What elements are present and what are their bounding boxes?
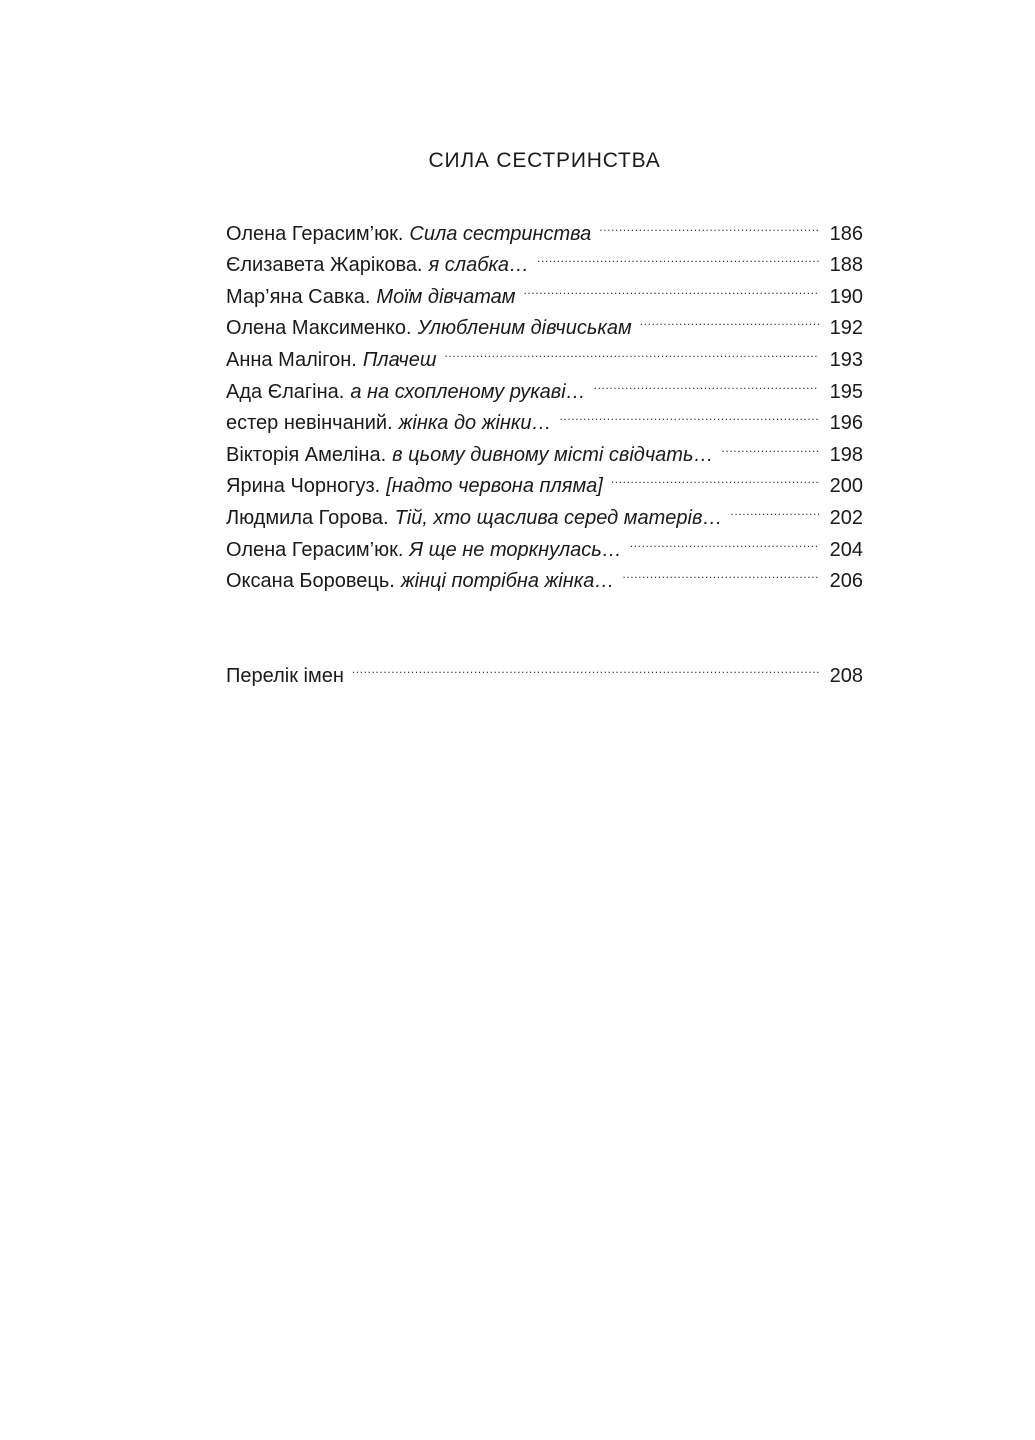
toc-entry-page-number: 190 bbox=[829, 285, 863, 308]
dot-leader bbox=[444, 334, 819, 366]
toc-entry-author: Єлизавета Жарікова. bbox=[226, 254, 423, 277]
toc-entry-title: Сила сестринства bbox=[409, 222, 592, 245]
dot-leader bbox=[730, 492, 819, 524]
section-title: СИЛА СЕСТРИНСТВА bbox=[428, 149, 661, 172]
dot-leader bbox=[630, 524, 819, 556]
toc-appendix-entry bbox=[226, 650, 863, 687]
toc-entry-author: Ада Єлагіна. bbox=[226, 380, 345, 403]
dot-leader bbox=[611, 461, 819, 493]
toc-entry-title: а на схопленому рукаві… bbox=[350, 380, 586, 403]
toc-entry-title: я слабка… bbox=[428, 254, 530, 277]
dot-leader bbox=[599, 208, 819, 240]
toc-entry-author: Анна Малігон. bbox=[226, 348, 357, 371]
dot-leader bbox=[721, 429, 819, 461]
dot-leader bbox=[594, 366, 819, 398]
toc-entry-page-number: 206 bbox=[829, 570, 863, 593]
toc-list bbox=[226, 208, 863, 593]
toc-entry-title: Тій, хто щаслива серед матерів… bbox=[394, 506, 723, 529]
toc-entry-title: в цьому дивному місті свідчать… bbox=[392, 443, 714, 466]
dot-leader bbox=[640, 303, 819, 335]
toc-entry-title: жінці потрібна жінка… bbox=[400, 570, 615, 593]
toc-appendix-label: Перелік імен bbox=[226, 664, 344, 687]
toc-entry-author: Олена Максименко. bbox=[226, 317, 412, 340]
toc-entry bbox=[226, 208, 863, 245]
toc-entry-page-number: 188 bbox=[829, 254, 863, 277]
dot-leader bbox=[559, 398, 819, 430]
dot-leader bbox=[523, 271, 819, 303]
toc-entry-page-number: 200 bbox=[829, 475, 863, 498]
toc-entry-author: Мар’яна Савка. bbox=[226, 285, 371, 308]
toc-entry-page-number: 186 bbox=[829, 222, 863, 245]
toc-entry-title: Я ще не торкнулась… bbox=[409, 538, 622, 561]
toc-entry-author: Олена Герасим’юк. bbox=[226, 538, 404, 561]
toc-entry-page-number: 202 bbox=[829, 506, 863, 529]
toc-entry-author: Ярина Чорногуз. bbox=[226, 475, 381, 498]
toc-entry-author: Олена Герасим’юк. bbox=[226, 222, 404, 245]
toc-entry-author: Людмила Горова. bbox=[226, 506, 389, 529]
toc-entry-author: Вікторія Амеліна. bbox=[226, 443, 387, 466]
toc-entry-author: естер невінчаний. bbox=[226, 412, 393, 435]
dot-leader bbox=[622, 556, 819, 588]
toc-entry-title: Плачеш bbox=[362, 348, 437, 371]
toc-entry-page-number: 195 bbox=[829, 380, 863, 403]
toc-entry-page-number: 193 bbox=[829, 348, 863, 371]
toc-entry-page-number: 204 bbox=[829, 538, 863, 561]
toc-appendix-page-number: 208 bbox=[829, 664, 863, 687]
dot-leader bbox=[537, 240, 819, 272]
toc-entry-author: Оксана Боровець. bbox=[226, 570, 395, 593]
toc-entry-title: жінка до жінки… bbox=[398, 412, 552, 435]
toc-entry-page-number: 198 bbox=[829, 443, 863, 466]
toc-entry-title: [надто червона пляма] bbox=[386, 475, 603, 498]
toc-entry-page-number: 192 bbox=[829, 317, 863, 340]
toc-entry-page-number: 196 bbox=[829, 412, 863, 435]
toc-entry-title: Улюбленим дівчиськам bbox=[417, 317, 632, 340]
dot-leader bbox=[352, 650, 819, 682]
toc-entry-title: Моїм дівчатам bbox=[376, 285, 516, 308]
